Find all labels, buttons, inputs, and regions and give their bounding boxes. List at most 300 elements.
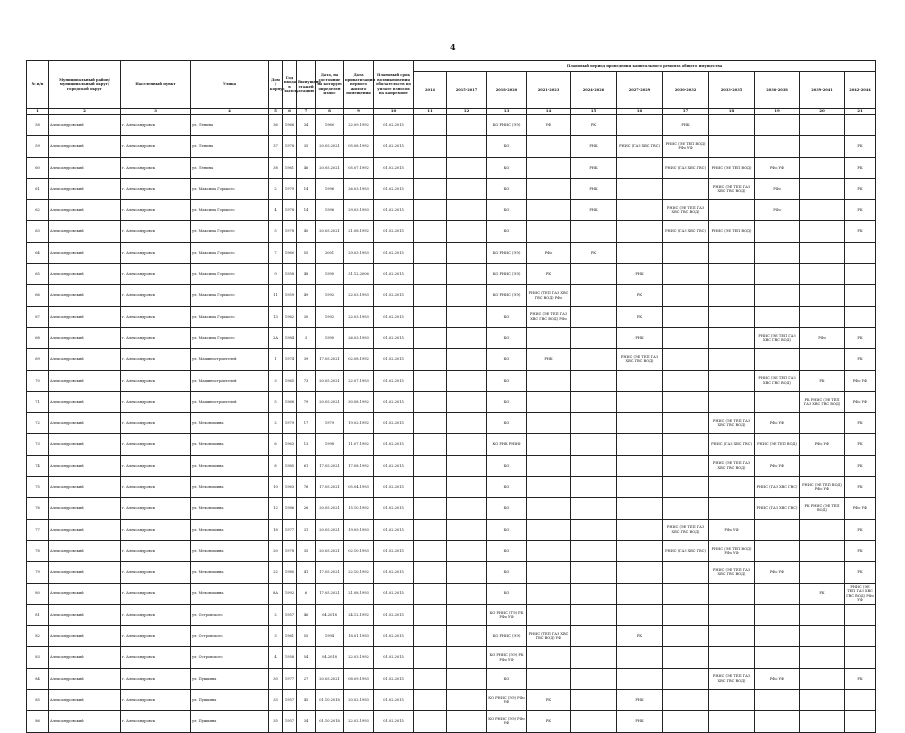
- period-work-cell: [447, 115, 487, 136]
- period-work-cell: РНК: [617, 690, 663, 711]
- wear-date-cell: 04.2018: [316, 604, 344, 625]
- period-work-cell: [571, 285, 617, 306]
- row-number-cell: 71: [27, 391, 49, 412]
- period-work-cell: [617, 413, 663, 434]
- district-cell: Александровский: [49, 477, 121, 498]
- period-work-cell: [617, 370, 663, 391]
- settlement-cell: г. Александровск: [121, 519, 191, 540]
- period-work-cell: [800, 306, 845, 327]
- district-cell: Александровский: [49, 285, 121, 306]
- district-cell: Александровский: [49, 519, 121, 540]
- period-work-cell: [447, 349, 487, 370]
- period-work-cell: [709, 349, 755, 370]
- period-work-cell: [447, 540, 487, 561]
- house-cell: 8А: [269, 583, 283, 604]
- district-cell: Александровский: [49, 115, 121, 136]
- period-work-cell: [447, 242, 487, 263]
- period-work-cell: [527, 519, 571, 540]
- period-work-cell: РНИС (ГАЗ ХВС ГВС): [709, 434, 755, 455]
- period-work-cell: [414, 711, 447, 732]
- period-work-cell: [617, 115, 663, 136]
- period-work-cell: [663, 626, 709, 647]
- period-work-cell: КО: [487, 370, 527, 391]
- street-cell: ул. Максима Горького: [191, 221, 269, 242]
- period-work-cell: РНК: [617, 327, 663, 348]
- period-work-cell: РК: [571, 242, 617, 263]
- period-work-cell: [527, 647, 571, 668]
- period-work-cell: [709, 370, 755, 391]
- period-work-cell: [845, 647, 876, 668]
- street-cell: ул. Пушкина: [191, 711, 269, 732]
- settlement-cell: г. Александровск: [121, 562, 191, 583]
- street-cell: ул. Пушкина: [191, 690, 269, 711]
- row-number-cell: 60: [27, 157, 49, 178]
- obligation-date-cell: 01.02.2015: [374, 455, 414, 476]
- period-work-cell: [414, 626, 447, 647]
- wear-date-cell: 1990: [316, 327, 344, 348]
- period-work-cell: [845, 711, 876, 732]
- period-work-cell: [617, 540, 663, 561]
- district-cell: Александровский: [49, 349, 121, 370]
- wear-date-cell: 1996: [316, 200, 344, 221]
- column-number-cell: 11: [414, 109, 447, 115]
- period-work-cell: [414, 136, 447, 157]
- period-work-cell: РНИС (ЭЕ ТЕП ГАЗ ХВС ГВС ВОД): [709, 178, 755, 199]
- year-cell: 1968: [283, 115, 297, 136]
- period-work-cell: [447, 690, 487, 711]
- floors-cell: 34: [297, 711, 316, 732]
- settlement-cell: г. Александровск: [121, 370, 191, 391]
- floors-cell: 79: [297, 391, 316, 412]
- table-row: [27, 626, 876, 647]
- period-work-cell: [800, 242, 845, 263]
- period-work-cell: [527, 413, 571, 434]
- street-cell: ул. Максима Горького: [191, 285, 269, 306]
- year-cell: 1968: [283, 391, 297, 412]
- district-cell: Александровский: [49, 370, 121, 391]
- year-cell: 1958: [283, 647, 297, 668]
- settlement-cell: г. Александровск: [121, 327, 191, 348]
- period-work-cell: РНК: [571, 157, 617, 178]
- period-work-cell: РФо УФ: [845, 370, 876, 391]
- period-work-cell: КО: [487, 349, 527, 370]
- period-work-cell: РНИС (ЭЕ ТЕП ГАЗ ХВС ГВС ВОД) РФо: [527, 306, 571, 327]
- period-work-cell: [800, 200, 845, 221]
- period-work-cell: КО РНИС (ЭЭ) РК РФо УФ: [487, 647, 527, 668]
- settlement-cell: г. Александровск: [121, 413, 191, 434]
- column-number-cell: 20: [800, 109, 845, 115]
- header-cell-period: 2030-2032: [663, 72, 709, 109]
- wear-date-cell: 20.05.2021: [316, 519, 344, 540]
- period-work-cell: РФо УФ: [845, 498, 876, 519]
- period-work-cell: [663, 498, 709, 519]
- street-cell: ул. Мехоношина: [191, 498, 269, 519]
- period-work-cell: [447, 455, 487, 476]
- period-work-cell: РНК: [617, 264, 663, 285]
- wear-date-cell: 04.2018: [316, 647, 344, 668]
- street-cell: ул. Островского: [191, 647, 269, 668]
- settlement-cell: г. Александровск: [121, 178, 191, 199]
- district-cell: Александровский: [49, 391, 121, 412]
- district-cell: Александровский: [49, 136, 121, 157]
- period-work-cell: [800, 604, 845, 625]
- period-work-cell: [447, 136, 487, 157]
- period-work-cell: [447, 668, 487, 689]
- year-cell: 1977: [283, 519, 297, 540]
- period-work-cell: [414, 690, 447, 711]
- period-work-cell: [663, 391, 709, 412]
- row-number-cell: 72: [27, 413, 49, 434]
- house-cell: 36: [269, 115, 283, 136]
- wear-date-cell: 17.05.2021: [316, 562, 344, 583]
- period-work-cell: [571, 519, 617, 540]
- header-cell-period: 2015-2017: [447, 72, 487, 109]
- column-number-cell: 4: [191, 109, 269, 115]
- period-work-cell: [755, 391, 800, 412]
- privatization-date-cell: 19.09.1993: [344, 519, 374, 540]
- street-cell: ул. Мехоношина: [191, 455, 269, 476]
- period-work-cell: [571, 306, 617, 327]
- column-number-cell: 21: [845, 109, 876, 115]
- period-work-cell: КО РНИС (ЭЭ): [487, 626, 527, 647]
- period-work-cell: РНИС (ЭЕ ТЕП ВОД): [709, 221, 755, 242]
- period-work-cell: РНК: [571, 178, 617, 199]
- obligation-date-cell: 01.02.2015: [374, 264, 414, 285]
- privatization-date-cell: 05.04.1993: [344, 477, 374, 498]
- house-cell: 13: [269, 306, 283, 327]
- period-work-cell: [663, 327, 709, 348]
- district-cell: Александровский: [49, 711, 121, 732]
- table-row: [27, 264, 876, 285]
- header-cell-period: 2042-2044: [845, 72, 876, 109]
- floors-cell: 31: [297, 519, 316, 540]
- period-work-cell: [447, 391, 487, 412]
- year-cell: 1957: [283, 711, 297, 732]
- period-work-cell: [571, 413, 617, 434]
- period-work-cell: РНИС (ГАЗ ХВС ГВС): [755, 477, 800, 498]
- row-number-cell: 81: [27, 604, 49, 625]
- period-work-cell: [755, 519, 800, 540]
- privatization-date-cell: 11.07.1992: [344, 434, 374, 455]
- house-cell: 8: [269, 455, 283, 476]
- period-work-cell: [617, 391, 663, 412]
- period-work-cell: [617, 178, 663, 199]
- privatization-date-cell: 30.08.1992: [344, 391, 374, 412]
- period-work-cell: РНИС (ТЕП ГАЗ ХВС ГВС ВОД) РФо: [527, 285, 571, 306]
- privatization-date-cell: 02.08.1992: [344, 349, 374, 370]
- year-cell: 1965: [283, 370, 297, 391]
- period-work-cell: [800, 690, 845, 711]
- period-work-cell: [755, 136, 800, 157]
- column-number-cell: 1: [27, 109, 49, 115]
- period-work-cell: [571, 391, 617, 412]
- obligation-date-cell: 01.02.2015: [374, 178, 414, 199]
- obligation-date-cell: 01.02.2015: [374, 690, 414, 711]
- obligation-date-cell: 01.02.2015: [374, 583, 414, 604]
- year-cell: 1962: [283, 306, 297, 327]
- period-work-cell: РНИС (ЭЕ ТЕП ГАЗ ХВС ГВС ВОД): [663, 519, 709, 540]
- year-cell: 1957: [283, 690, 297, 711]
- period-work-cell: [800, 157, 845, 178]
- period-work-cell: [663, 306, 709, 327]
- period-work-cell: [845, 115, 876, 136]
- period-work-cell: [617, 604, 663, 625]
- period-work-cell: [414, 178, 447, 199]
- district-cell: Александровский: [49, 434, 121, 455]
- period-work-cell: РК: [845, 178, 876, 199]
- obligation-date-cell: 01.02.2015: [374, 242, 414, 263]
- header-cell-floors: Выпущено этажей: [297, 61, 316, 109]
- period-work-cell: КО: [487, 413, 527, 434]
- year-cell: 1978: [283, 136, 297, 157]
- floors-cell: 45: [297, 690, 316, 711]
- row-number-cell: 64: [27, 242, 49, 263]
- period-work-cell: [663, 562, 709, 583]
- period-work-cell: [527, 370, 571, 391]
- row-number-cell: 76: [27, 498, 49, 519]
- obligation-date-cell: 01.02.2015: [374, 434, 414, 455]
- period-work-cell: [414, 562, 447, 583]
- period-work-cell: [527, 434, 571, 455]
- period-work-cell: РНИС (ТЕП ГАЗ ХВС ГВС ВОД) УФ: [527, 626, 571, 647]
- period-work-cell: [414, 285, 447, 306]
- obligation-date-cell: 01.02.2015: [374, 519, 414, 540]
- obligation-date-cell: 01.02.2015: [374, 306, 414, 327]
- row-number-cell: 69: [27, 349, 49, 370]
- period-work-cell: [800, 647, 845, 668]
- period-work-cell: [617, 498, 663, 519]
- period-work-cell: [414, 115, 447, 136]
- table-row: [27, 413, 876, 434]
- period-work-cell: [709, 115, 755, 136]
- year-cell: 1979: [283, 413, 297, 434]
- settlement-cell: г. Александровск: [121, 498, 191, 519]
- privatization-date-cell: 05.08.1992: [344, 136, 374, 157]
- floors-cell: 40: [297, 221, 316, 242]
- period-work-cell: КО РНИС (ЭЭ): [487, 264, 527, 285]
- period-work-cell: [527, 136, 571, 157]
- row-number-cell: 86: [27, 711, 49, 732]
- table-row: [27, 178, 876, 199]
- header-cell-period: 2039-2041: [800, 72, 845, 109]
- period-work-cell: [755, 711, 800, 732]
- house-cell: 35: [269, 711, 283, 732]
- wear-date-cell: 1998: [316, 434, 344, 455]
- obligation-date-cell: 01.02.2015: [374, 391, 414, 412]
- district-cell: Александровский: [49, 157, 121, 178]
- period-work-cell: [755, 583, 800, 604]
- period-work-cell: [447, 711, 487, 732]
- year-cell: 1978: [283, 200, 297, 221]
- wear-date-cell: 1996: [316, 178, 344, 199]
- row-number-cell: 79: [27, 562, 49, 583]
- floors-cell: 34: [297, 115, 316, 136]
- settlement-cell: г. Александровск: [121, 157, 191, 178]
- column-number-cell: 14: [527, 109, 571, 115]
- obligation-date-cell: 01.02.2015: [374, 626, 414, 647]
- period-work-cell: [571, 626, 617, 647]
- period-work-cell: [571, 264, 617, 285]
- period-work-cell: КО РНИС (ЭЭ): [487, 242, 527, 263]
- period-work-cell: [527, 540, 571, 561]
- header-cell-period: 2014: [414, 72, 447, 109]
- period-work-cell: РНИС (ЭЕ ТЕП ВОД) РФо УФ: [800, 477, 845, 498]
- period-work-cell: РНИС (ЭЕ ТЕП ВОД): [709, 157, 755, 178]
- year-cell: 1959: [283, 285, 297, 306]
- table-row: [27, 306, 876, 327]
- period-work-cell: РНИС (ГАЗ ХВС ГВС): [663, 157, 709, 178]
- year-cell: 1986: [283, 498, 297, 519]
- period-work-cell: [800, 136, 845, 157]
- period-work-cell: [709, 285, 755, 306]
- floors-cell: 3: [297, 327, 316, 348]
- privatization-date-cell: 21.08.1992: [344, 221, 374, 242]
- table-row: [27, 498, 876, 519]
- period-work-cell: [571, 498, 617, 519]
- row-number-cell: 63: [27, 221, 49, 242]
- period-work-cell: РК: [845, 477, 876, 498]
- period-work-cell: РК: [617, 285, 663, 306]
- floors-cell: 49: [297, 285, 316, 306]
- house-cell: 7: [269, 242, 283, 263]
- period-work-cell: РНИС (ЭЕ ТЕП ВОД) РФо УФ: [709, 540, 755, 561]
- period-work-cell: [447, 285, 487, 306]
- period-work-cell: [663, 242, 709, 263]
- period-work-cell: [663, 711, 709, 732]
- period-work-cell: [709, 242, 755, 263]
- period-work-cell: [571, 327, 617, 348]
- period-work-cell: КО: [487, 221, 527, 242]
- column-number-cell: 7: [297, 109, 316, 115]
- obligation-date-cell: 01.02.2015: [374, 285, 414, 306]
- period-work-cell: РК: [845, 434, 876, 455]
- period-work-cell: [414, 391, 447, 412]
- period-work-cell: РНИС (ЭЕ ТЕП ГАЗ ХВС ГВС ВОД): [709, 562, 755, 583]
- settlement-cell: г. Александровск: [121, 604, 191, 625]
- period-work-cell: [447, 178, 487, 199]
- period-work-cell: РК: [845, 668, 876, 689]
- column-number-cell: 17: [663, 109, 709, 115]
- period-work-cell: КО: [487, 519, 527, 540]
- period-work-cell: [527, 583, 571, 604]
- period-work-cell: [663, 647, 709, 668]
- period-work-cell: [447, 647, 487, 668]
- period-work-cell: [414, 413, 447, 434]
- street-cell: ул. Мехоношина: [191, 413, 269, 434]
- house-cell: 5: [269, 221, 283, 242]
- house-cell: 3: [269, 626, 283, 647]
- period-work-cell: [527, 604, 571, 625]
- privatization-date-cell: 02.10.1993: [344, 540, 374, 561]
- column-number-cell: 18: [709, 109, 755, 115]
- floors-cell: 35: [297, 136, 316, 157]
- header-cell-privatization-date: Дата приватизации первого жилого помещения: [344, 61, 374, 109]
- obligation-date-cell: 01.02.2015: [374, 327, 414, 348]
- period-work-cell: РК: [845, 200, 876, 221]
- table-row: [27, 136, 876, 157]
- period-work-cell: [414, 477, 447, 498]
- period-work-cell: [617, 434, 663, 455]
- wear-date-cell: 20.05.2021: [316, 668, 344, 689]
- district-cell: Александровский: [49, 583, 121, 604]
- header-cell-period: 2036-2038: [755, 72, 800, 109]
- period-work-cell: РК: [845, 136, 876, 157]
- column-number-cell: 9: [344, 109, 374, 115]
- year-cell: 1961: [283, 626, 297, 647]
- settlement-cell: г. Александровск: [121, 626, 191, 647]
- settlement-cell: г. Александровск: [121, 136, 191, 157]
- period-work-cell: [800, 519, 845, 540]
- header-cell-obligation-date: Плановый срок возникновения обязательств по уплате взносов на капремонт: [374, 61, 414, 109]
- street-cell: ул. Максима Горького: [191, 200, 269, 221]
- column-number-cell: 2: [49, 109, 121, 115]
- period-work-cell: КО РНИС (ЭЭ): [487, 115, 527, 136]
- period-work-cell: РФо УФ: [755, 668, 800, 689]
- period-work-cell: [447, 434, 487, 455]
- column-number-cell: 8: [316, 109, 344, 115]
- period-work-cell: [447, 583, 487, 604]
- period-work-cell: РФо: [527, 242, 571, 263]
- settlement-cell: г. Александровск: [121, 711, 191, 732]
- obligation-date-cell: 01.02.2015: [374, 604, 414, 625]
- period-work-cell: [663, 349, 709, 370]
- period-work-cell: [571, 583, 617, 604]
- period-work-cell: [845, 604, 876, 625]
- period-work-cell: РНИС (ЭЕ ТЕП ВОД) РФо УФ: [663, 136, 709, 157]
- obligation-date-cell: 01.02.2015: [374, 136, 414, 157]
- floors-cell: 35: [297, 540, 316, 561]
- house-cell: 2: [269, 604, 283, 625]
- period-work-cell: КО РНК РНИФ: [487, 434, 527, 455]
- period-work-cell: [414, 157, 447, 178]
- street-cell: ул. Максима Горького: [191, 264, 269, 285]
- floors-cell: 13: [297, 434, 316, 455]
- period-work-cell: [663, 178, 709, 199]
- obligation-date-cell: 01.02.2015: [374, 540, 414, 561]
- period-work-cell: РК: [845, 157, 876, 178]
- obligation-date-cell: 01.02.2015: [374, 562, 414, 583]
- period-work-cell: [617, 519, 663, 540]
- period-work-cell: [755, 115, 800, 136]
- row-number-cell: 68: [27, 327, 49, 348]
- period-work-cell: [663, 370, 709, 391]
- period-work-cell: УФ: [527, 115, 571, 136]
- wear-date-cell: 01.10.2018: [316, 690, 344, 711]
- wear-date-cell: 20.05.2021: [316, 370, 344, 391]
- period-work-cell: [845, 242, 876, 263]
- settlement-cell: г. Александровск: [121, 690, 191, 711]
- table-row: [27, 562, 876, 583]
- period-work-cell: РНИС (ЭЕ ТЕП ГАЗ ХВС ГВС ВОД): [709, 455, 755, 476]
- year-cell: 1984: [283, 327, 297, 348]
- period-work-cell: [447, 498, 487, 519]
- street-cell: ул. Максима Горького: [191, 306, 269, 327]
- period-work-cell: РНИС (ЭЕ ТЕП ГАЗ ХВС ГВС ВОД): [663, 200, 709, 221]
- house-cell: 2: [269, 413, 283, 434]
- period-work-cell: [709, 711, 755, 732]
- row-number-cell: 78: [27, 540, 49, 561]
- settlement-cell: г. Александровск: [121, 668, 191, 689]
- column-number-cell: 5: [269, 109, 283, 115]
- house-cell: 3: [269, 370, 283, 391]
- table-row: [27, 711, 876, 732]
- period-work-cell: [447, 413, 487, 434]
- house-cell: 2А: [269, 327, 283, 348]
- house-cell: 22: [269, 562, 283, 583]
- settlement-cell: г. Александровск: [121, 115, 191, 136]
- floors-cell: 26: [297, 498, 316, 519]
- period-work-cell: [571, 221, 617, 242]
